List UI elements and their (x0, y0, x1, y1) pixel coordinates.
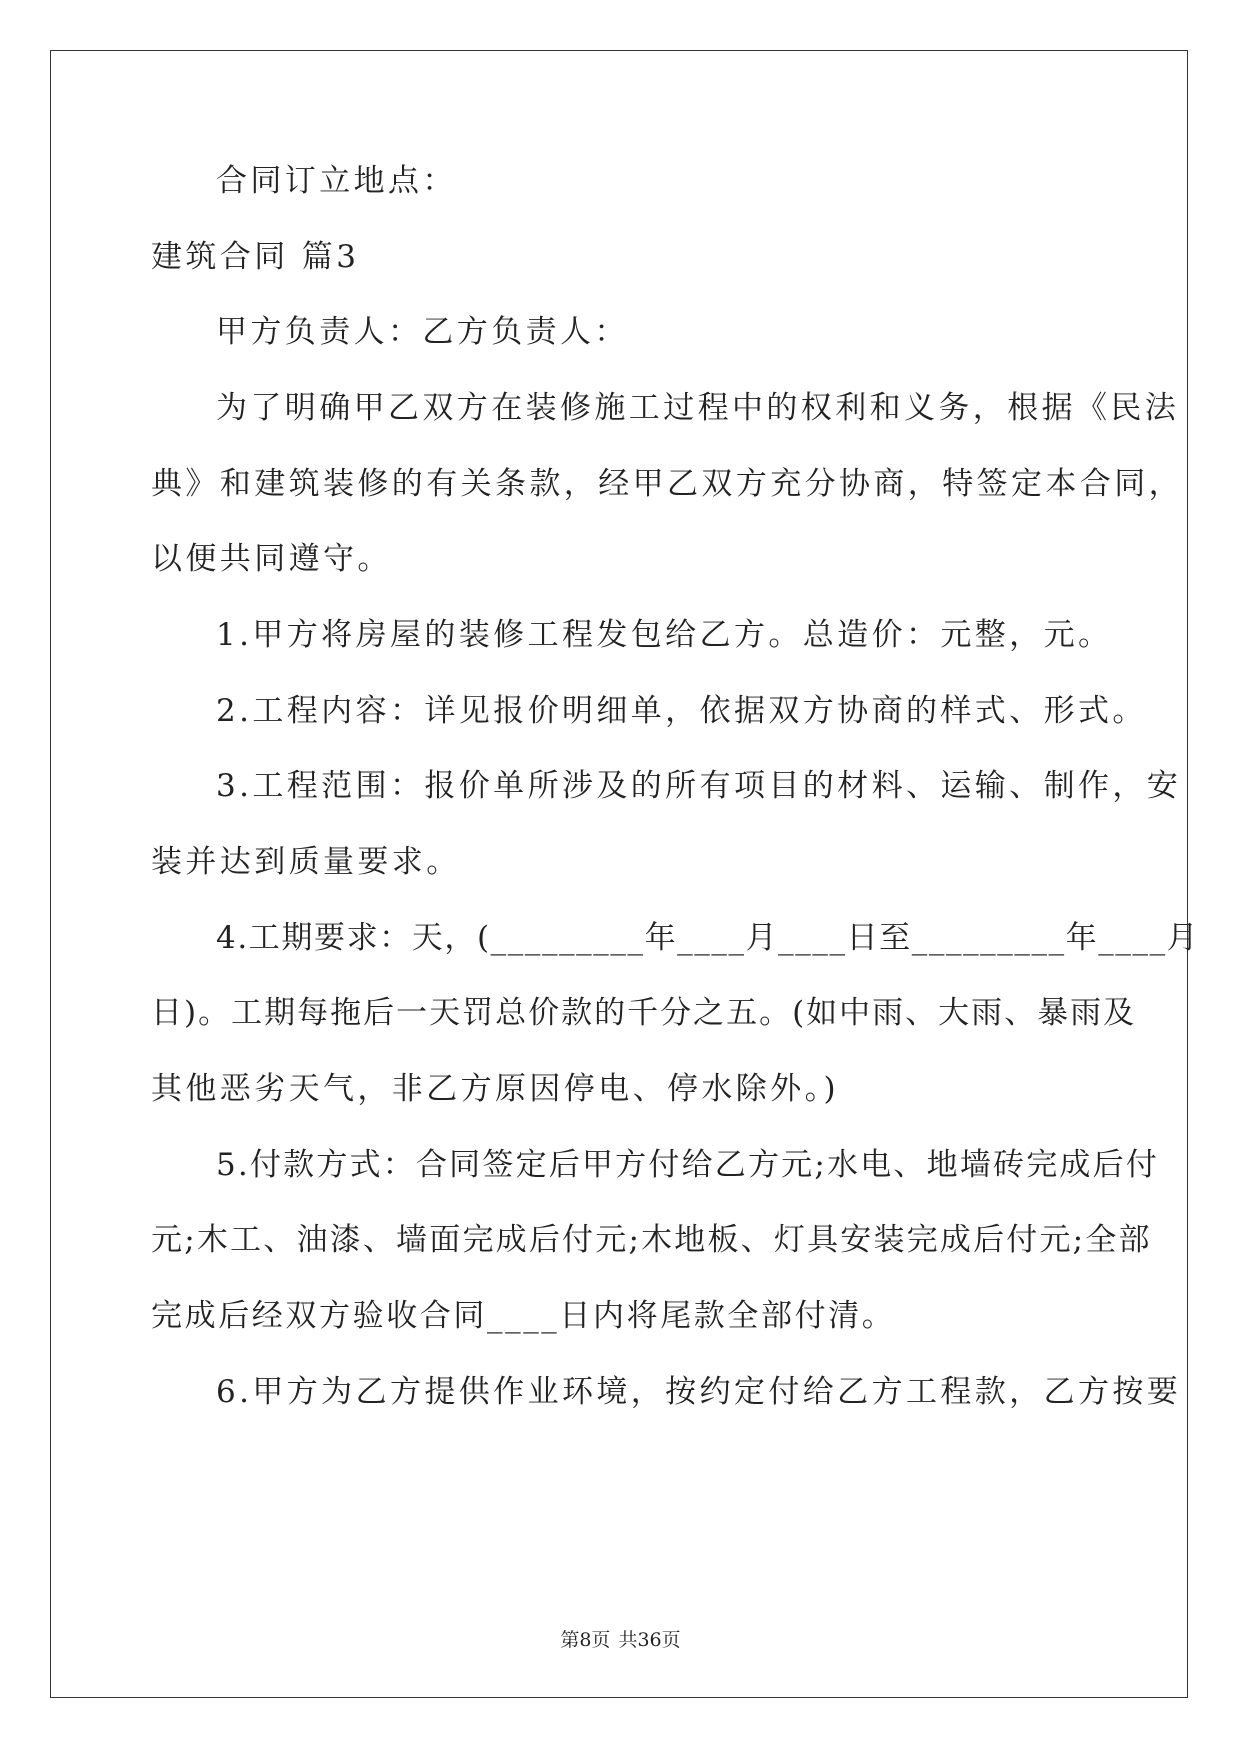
clause-5-line-1: 5.付款方式：合同签定后甲方付给乙方元;水电、地墙砖完成后付 (216, 1147, 1160, 1183)
clause-4-line-1: 4.工期要求：天，(_________年____月____日至_________年____月 (216, 920, 1200, 956)
text-line-intro-1: 为了明确甲乙双方在装修施工过程中的权利和义务，根据《民法 (216, 390, 1180, 426)
clause-3-line-2: 装并达到质量要求。 (151, 844, 461, 880)
clause-5-line-3: 完成后经双方验收合同____日内将尾款全部付清。 (151, 1298, 896, 1334)
clause-4-line-2: 日)。工期每拖后一天罚总价款的千分之五。(如中雨、大雨、暴雨及 (151, 995, 1137, 1031)
clause-6-line-1: 6.甲方为乙方提供作业环境，按约定付给乙方工程款，乙方按要 (216, 1374, 1182, 1410)
text-line-intro-2: 典》和建筑装修的有关条款，经甲乙双方充分协商，特签定本合同， (151, 466, 1183, 502)
clause-4-line-3: 其他恶劣天气，非乙方原因停电、停水除外。) (151, 1071, 839, 1107)
clause-3-line-1: 3.工程范围：报价单所涉及的所有项目的材料、运输、制作，安 (216, 768, 1182, 804)
page-number-footer: 第8页 共36页 (560, 1629, 681, 1651)
clause-5-line-2: 元;木工、油漆、墙面完成后付元;木地板、灯具安装完成后付元;全部 (151, 1222, 1152, 1258)
text-line-parties: 甲方负责人：乙方负责人： (216, 314, 629, 350)
section-heading: 建筑合同 篇3 (151, 239, 360, 275)
clause-1: 1.甲方将房屋的装修工程发包给乙方。总造价：元整，元。 (216, 617, 1113, 653)
clause-2: 2.工程内容：详见报价明细单，依据双方协商的样式、形式。 (216, 693, 1147, 729)
text-line-place: 合同订立地点： (216, 163, 457, 199)
text-line-intro-3: 以便共同遵守。 (151, 541, 392, 577)
